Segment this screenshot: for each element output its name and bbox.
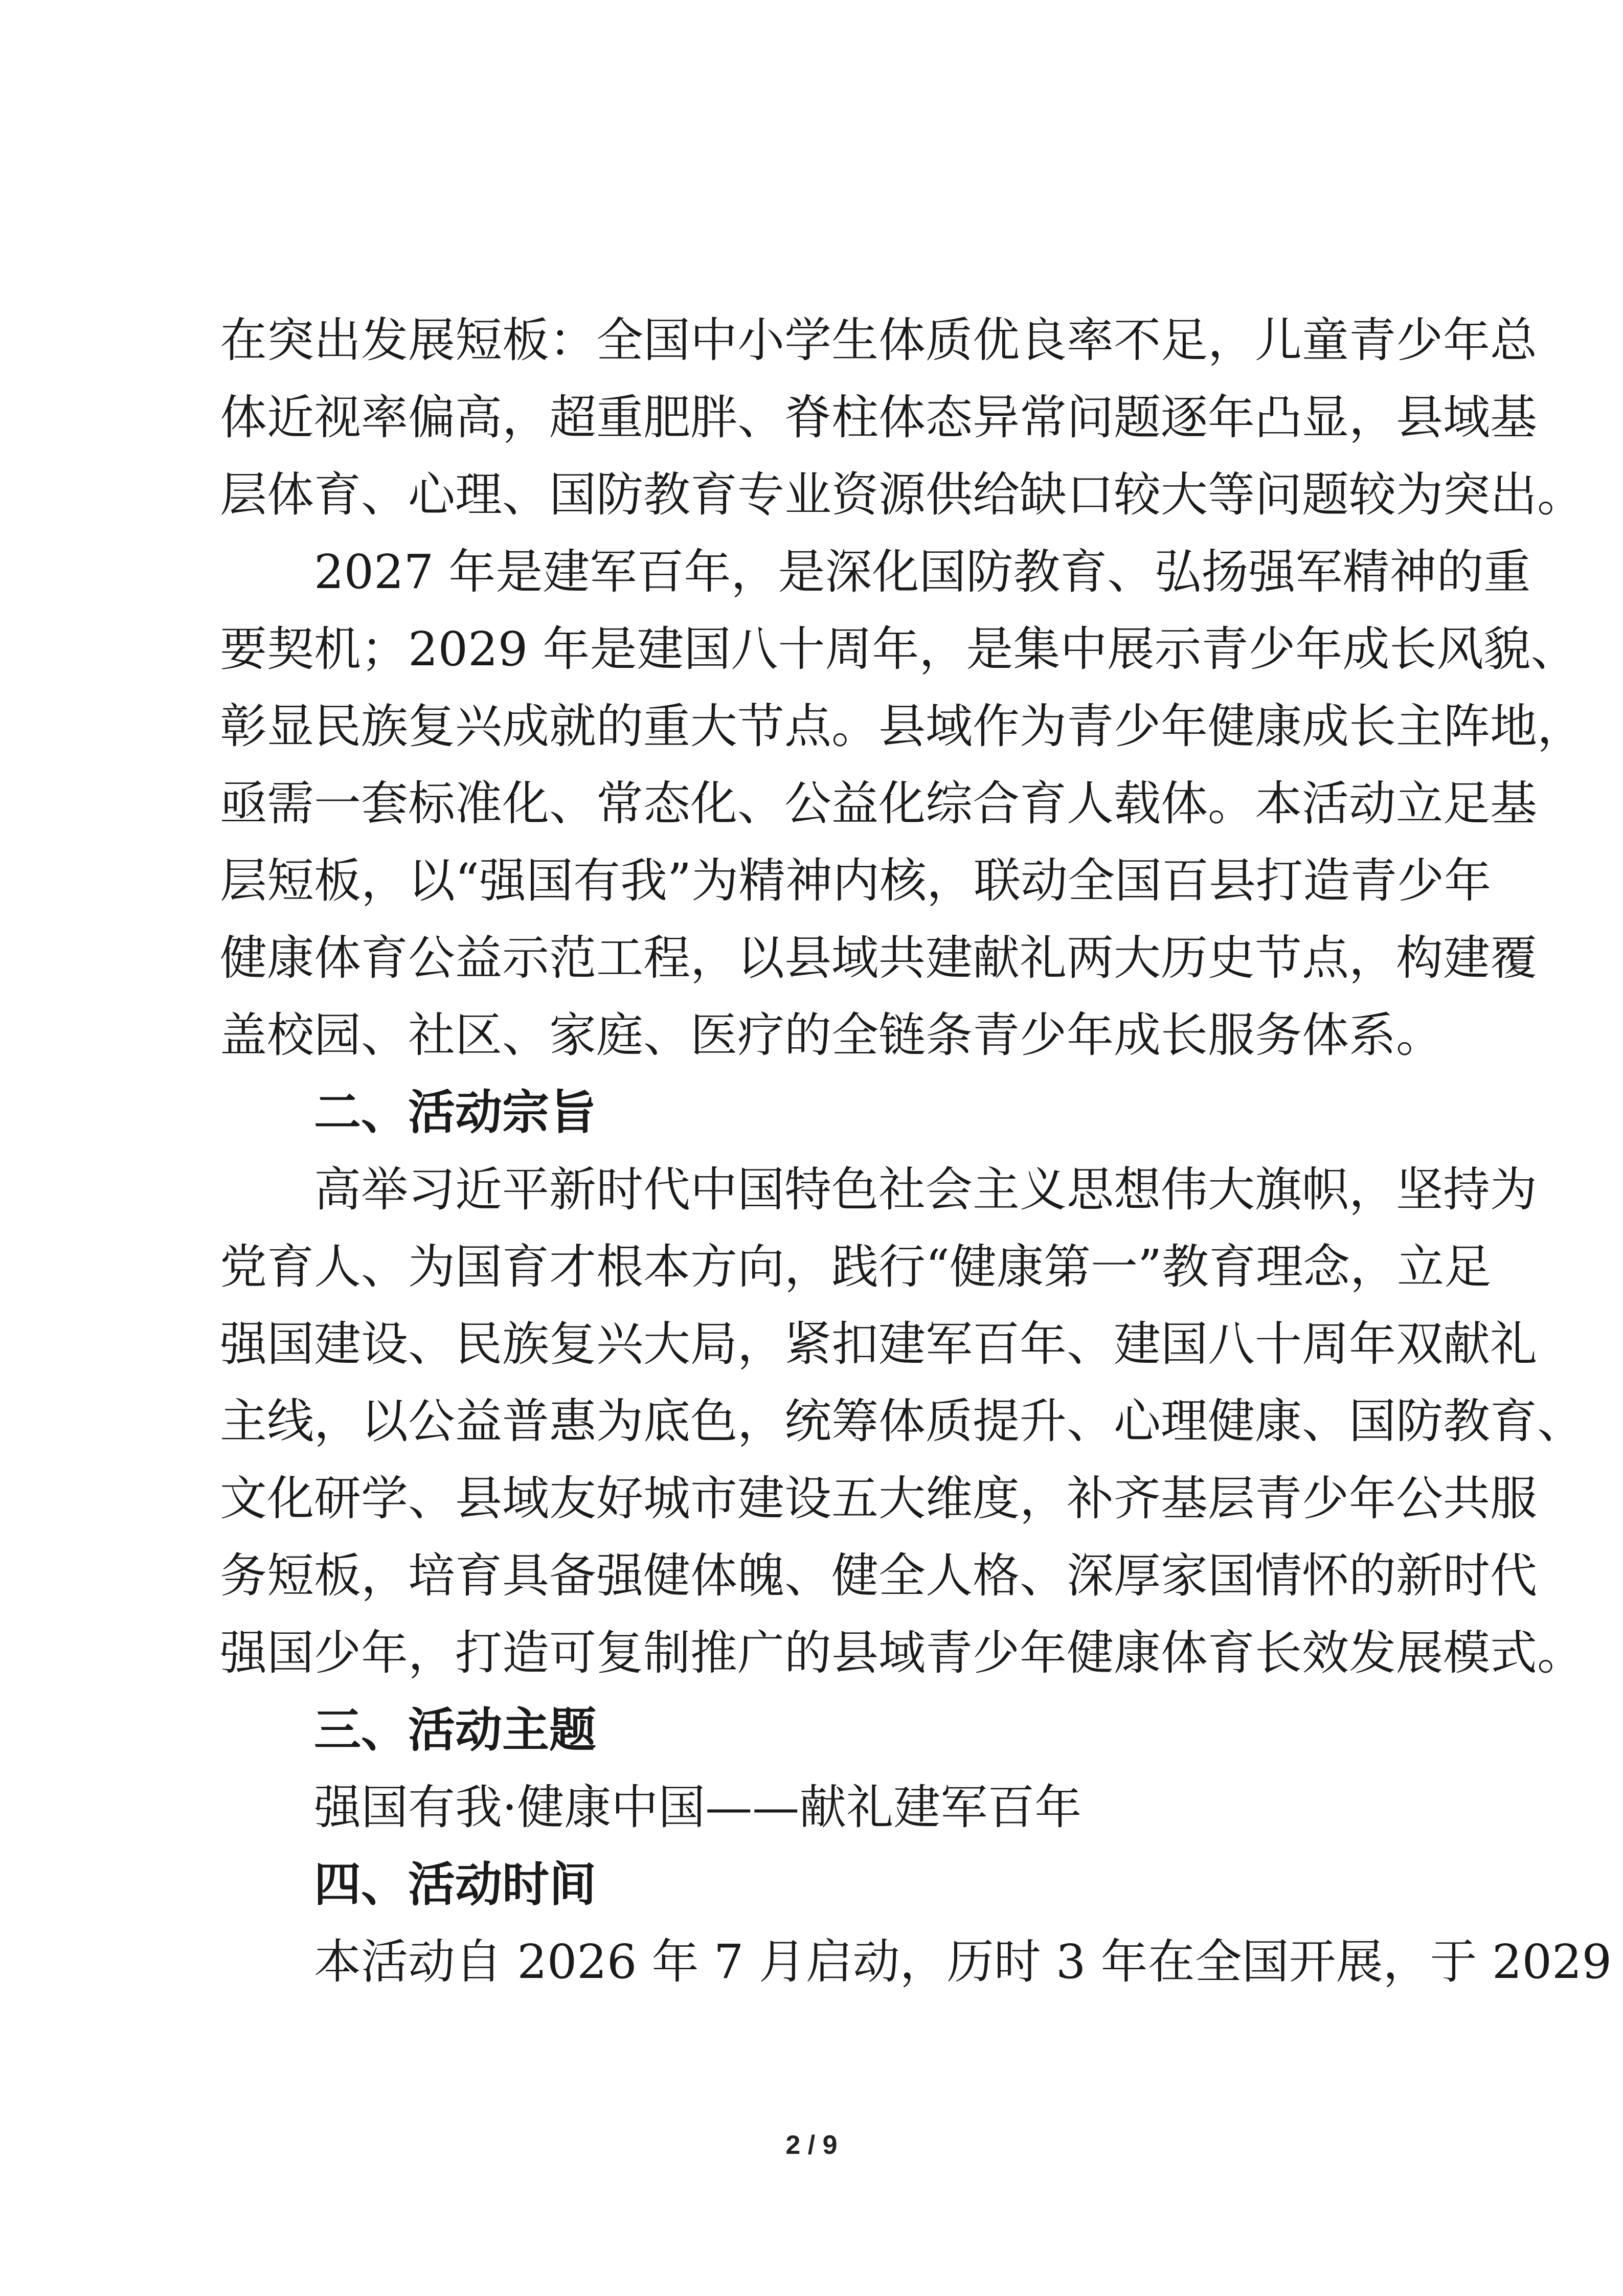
text-line: 强国有我·健康中国——献礼建军百年: [314, 1780, 1082, 1835]
text-line: 在突出发展短板：全国中小学生体质优良率不足，儿童青少年总: [220, 313, 1538, 368]
text-line: 层体育、心理、国防教育专业资源供给缺口较大等问题较为突出。: [220, 467, 1585, 522]
text-line: 本活动自 2026 年 7 月启动，历时 3 年在全国开展，于 2029: [314, 1934, 1612, 1989]
text-line: 务短板，培育具备强健体魄、健全人格、深厚家国情怀的新时代: [220, 1548, 1538, 1603]
text-line: 强国建设、民族复兴大局，紧扣建军百年、建国八十周年双献礼: [220, 1317, 1538, 1371]
text-line: 要契机；2029 年是建国八十周年，是集中展示青少年成长风貌、: [220, 622, 1578, 677]
text-line: 体近视率偏高，超重肥胖、脊柱体态异常问题逐年凸显，县域基: [220, 390, 1538, 445]
text-line: 文化研学、县域友好城市建设五大维度，补齐基层青少年公共服: [220, 1471, 1538, 1526]
text-line: 健康体育公益示范工程，以县域共建献礼两大历史节点，构建覆: [220, 931, 1538, 985]
text-line: 党育人、为国育才根本方向，践行“健康第一”教育理念，立足: [220, 1240, 1492, 1294]
text-line: 亟需一套标准化、常态化、公益化综合育人载体。本活动立足基: [220, 776, 1538, 831]
text-line: 高举习近平新时代中国特色社会主义思想伟大旗帜，坚持为: [314, 1162, 1538, 1217]
text-line: 彰显民族复兴成就的重大节点。县域作为青少年健康成长主阵地，: [220, 699, 1585, 754]
section-heading: 四、活动时间: [314, 1857, 597, 1912]
text-line: 强国少年，打造可复制推广的县域青少年健康体育长效发展模式。: [220, 1626, 1585, 1680]
text-line: 2027 年是建军百年，是深化国防教育、弘扬强军精神的重: [314, 545, 1531, 599]
document-body: [220, 302, 1612, 2000]
text-line: 盖校园、社区、家庭、医疗的全链条青少年成长服务体系。: [220, 1008, 1444, 1063]
section-heading: 三、活动主题: [314, 1703, 597, 1758]
page-number: 2 / 9: [785, 2130, 838, 2160]
text-line: 层短板，以“强国有我”为精神内核，联动全国百县打造青少年: [220, 853, 1492, 908]
section-heading: 二、活动宗旨: [314, 1085, 597, 1140]
text-line: 主线，以公益普惠为底色，统筹体质提升、心理健康、国防教育、: [220, 1394, 1585, 1449]
